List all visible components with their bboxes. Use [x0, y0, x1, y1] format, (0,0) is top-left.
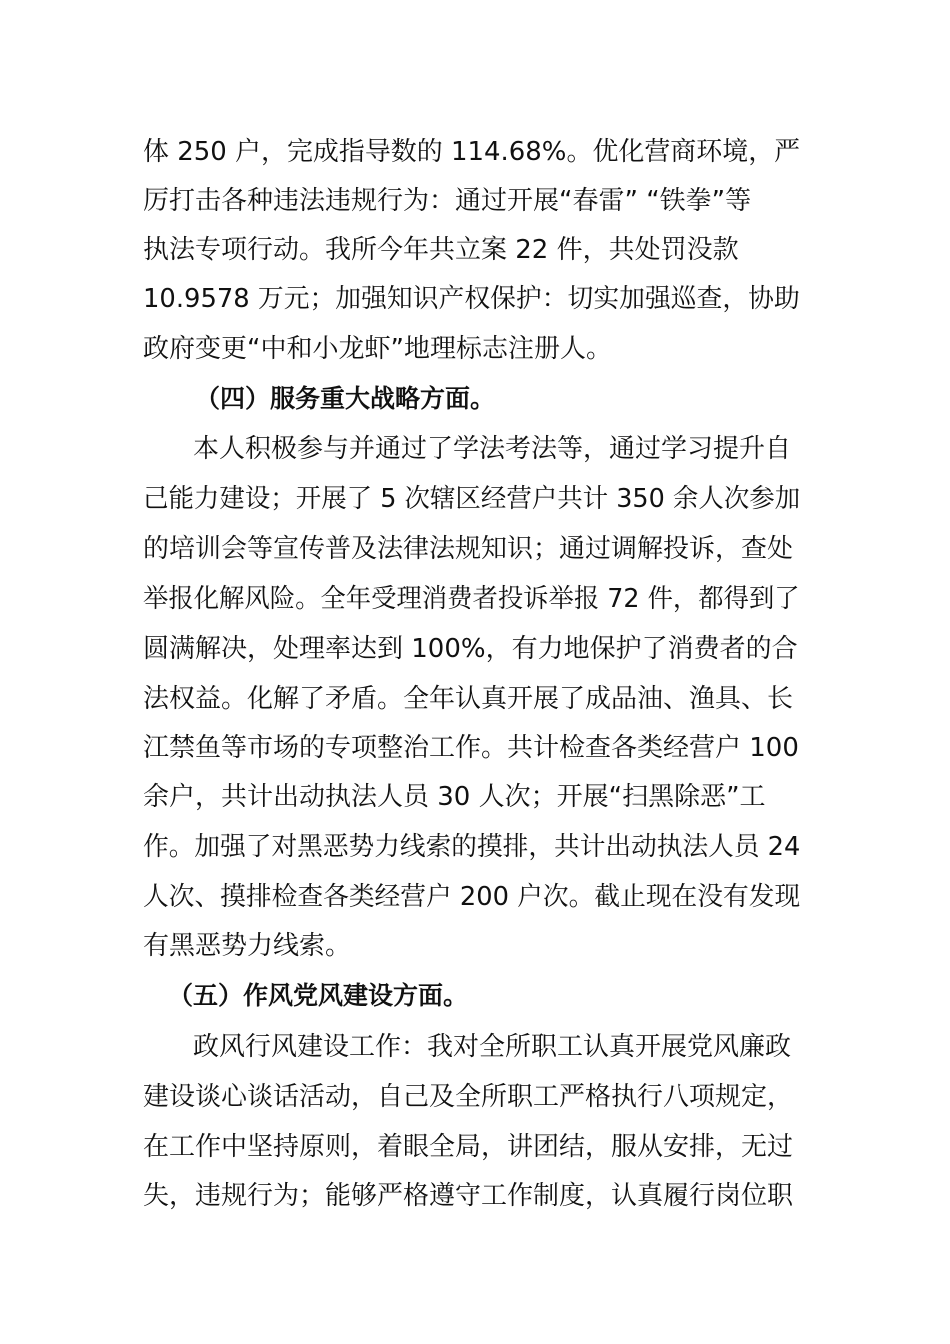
text-line: 本人积极参与并通过了学法考法等，通过学习提升自	[193, 434, 792, 464]
text-line: 作。加强了对黑恶势力线索的摸排，共计出动执法人员 24	[143, 832, 801, 862]
text-line: 圆满解决，处理率达到 100%，有力地保护了消费者的合	[143, 634, 798, 664]
text-line: 人次、摸排检查各类经营户 200 户次。截止现在没有发现	[143, 882, 801, 912]
text-line: 余户，共计出动执法人员 30 人次；开展“扫黑除恶”工	[143, 782, 766, 812]
text-line: 厉打击各种违法违规行为：通过开展“春雷” “铁拳”等	[143, 186, 752, 216]
text-line: 10.9578 万元；加强知识产权保护：切实加强巡查，协助	[143, 284, 800, 314]
text-line: 政府变更“中和小龙虾”地理标志注册人。	[143, 334, 612, 364]
text-line: 有黑恶势力线索。	[143, 931, 352, 961]
text-line: 己能力建设；开展了 5 次辖区经营户共计 350 余人次参加	[143, 484, 801, 514]
section-heading-5: （五）作风党风建设方面。	[168, 981, 469, 1010]
text-line: 执法专项行动。我所今年共立案 22 件，共处罚没款	[143, 235, 739, 265]
text-line: 法权益。化解了矛盾。全年认真开展了成品油、渔具、长	[143, 684, 794, 714]
text-line: 举报化解风险。全年受理消费者投诉举报 72 件，都得到了	[143, 584, 800, 614]
text-line: 的培训会等宣传普及法律法规知识；通过调解投诉，查处	[143, 534, 794, 564]
text-line: 政风行风建设工作：我对全所职工认真开展党风廉政	[193, 1032, 792, 1062]
text-line: 江禁鱼等市场的专项整治工作。共计检查各类经营户 100	[143, 733, 799, 763]
text-line: 在工作中坚持原则，着眼全局，讲团结，服从安排，无过	[143, 1132, 794, 1162]
section-heading-4: （四）服务重大战略方面。	[195, 384, 496, 413]
text-line: 建设谈心谈话活动，自己及全所职工严格执行八项规定，	[143, 1082, 794, 1112]
text-line: 体 250 户，完成指导数的 114.68%。优化营商环境，严	[143, 137, 801, 167]
text-line: 失，违规行为；能够严格遵守工作制度，认真履行岗位职	[143, 1181, 794, 1211]
